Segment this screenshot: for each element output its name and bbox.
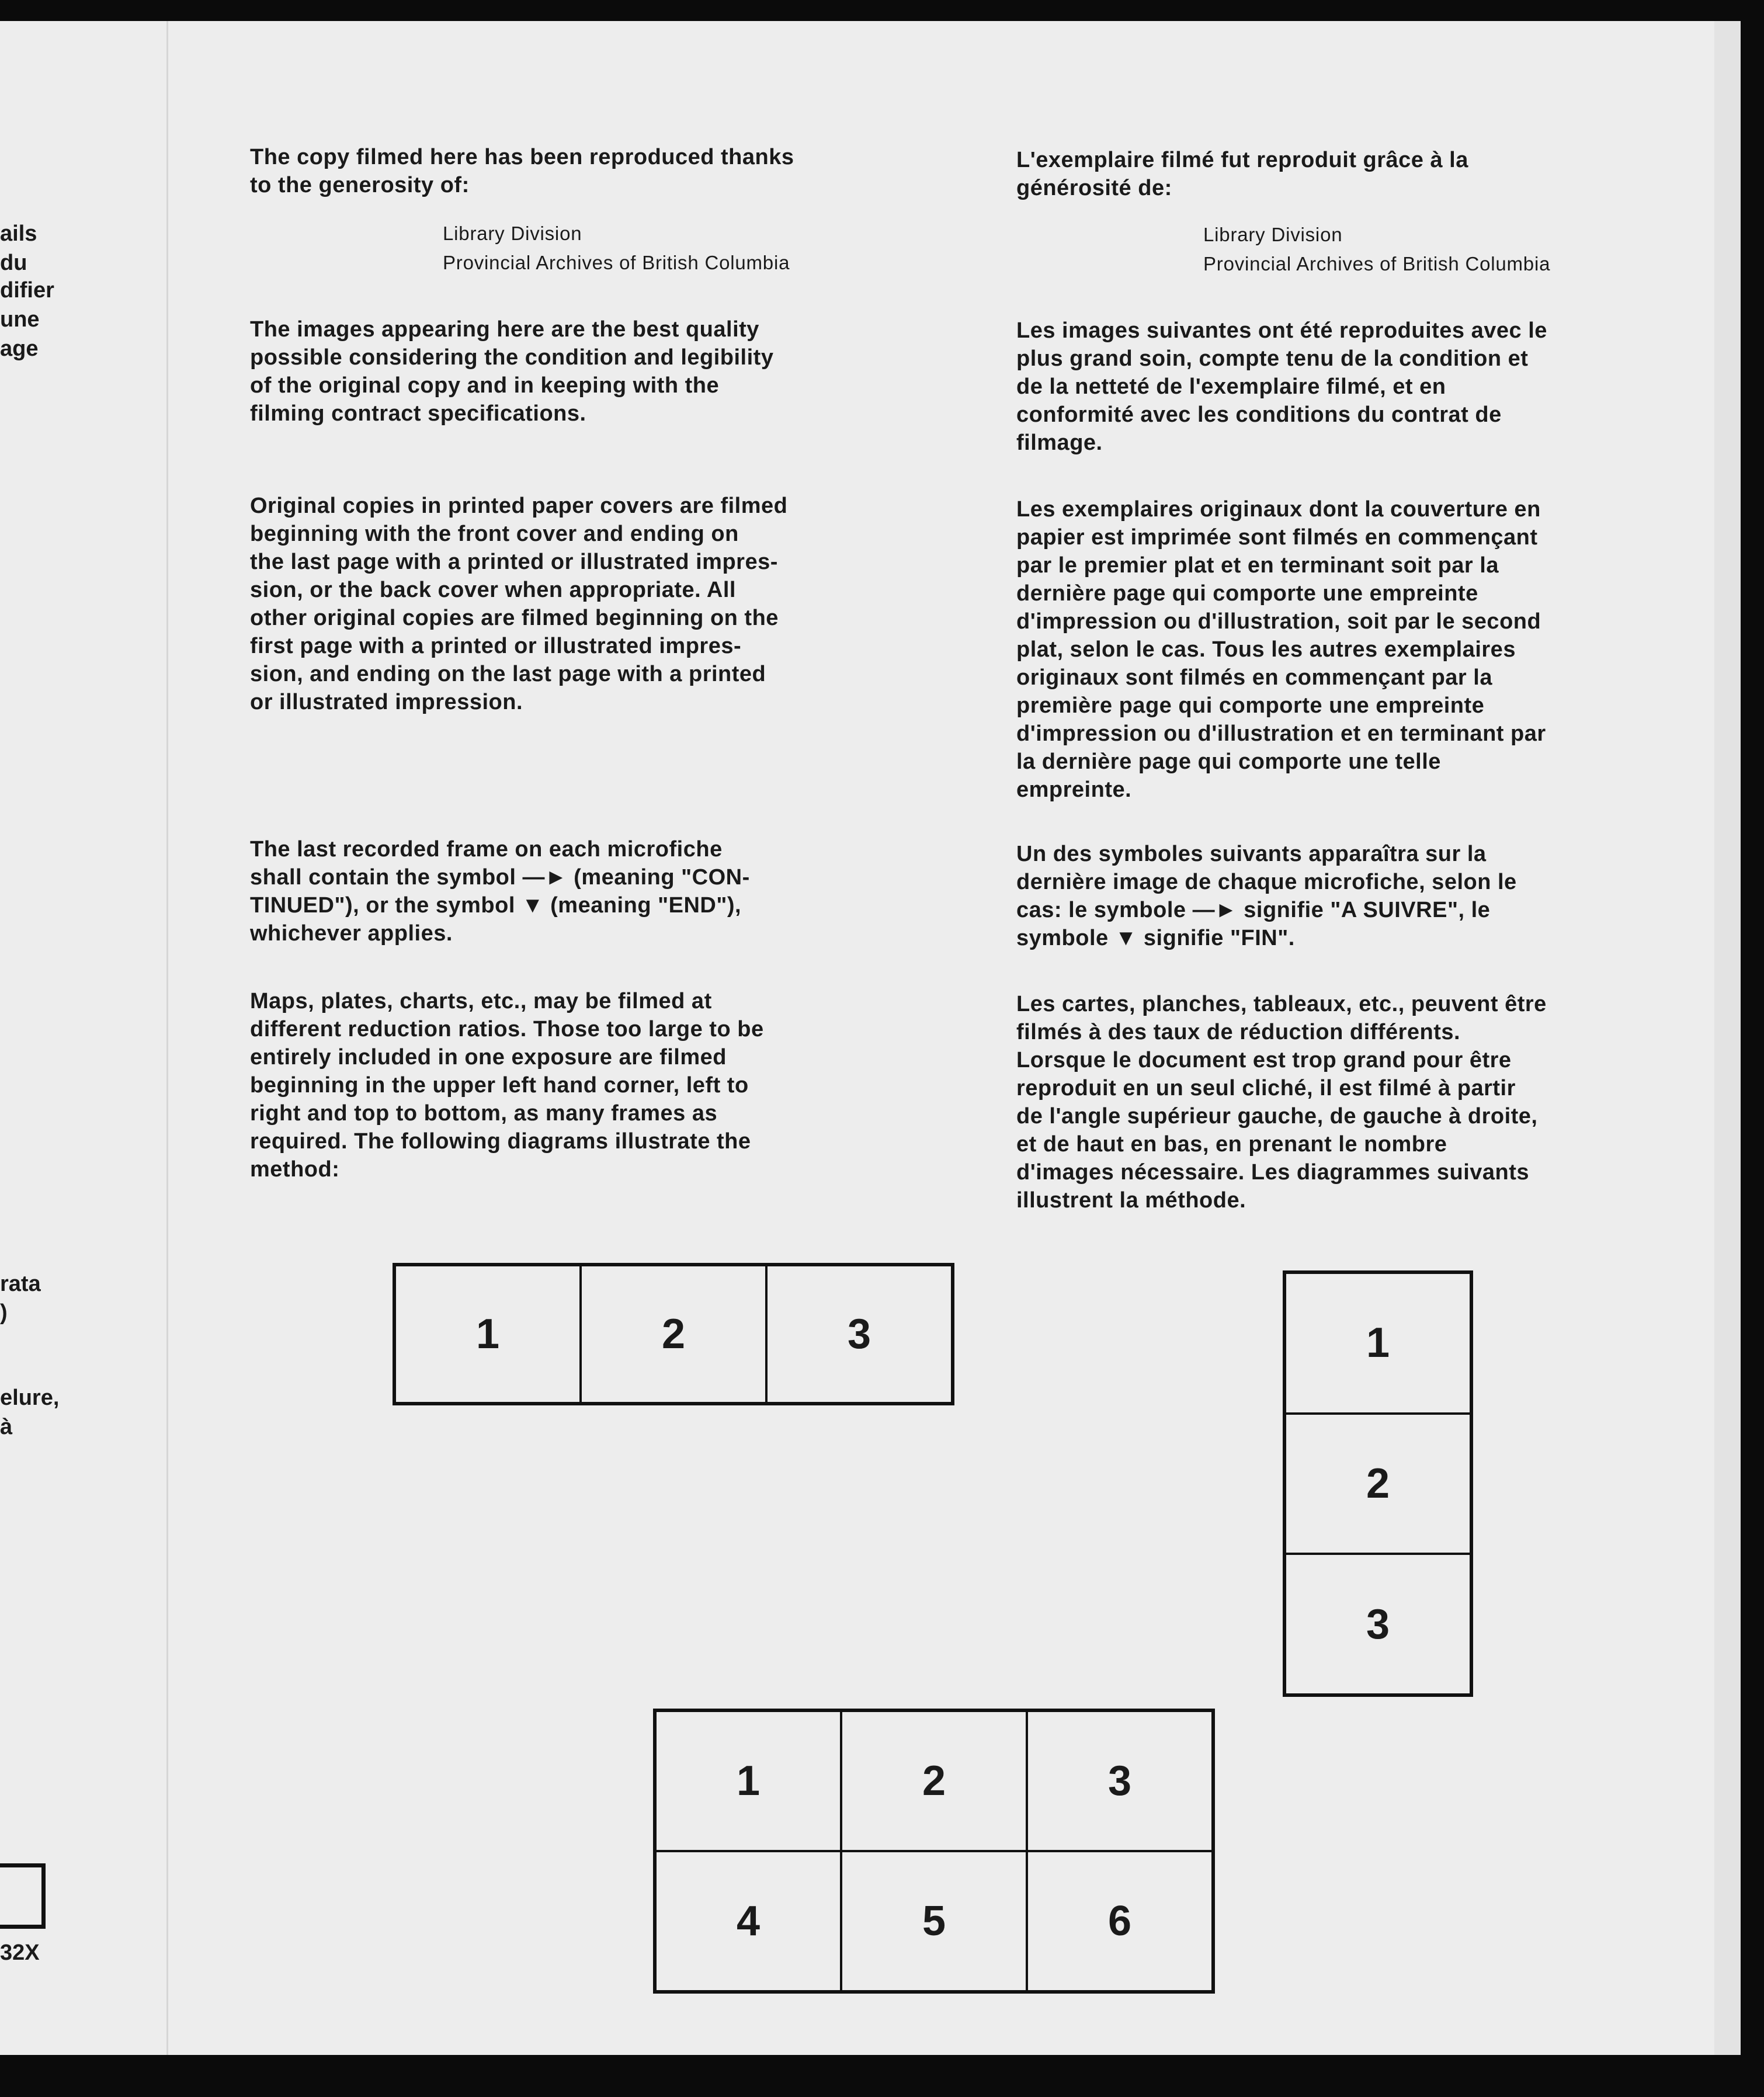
english-thanks: The copy filmed here has been reproduced thanks to the generosity of: <box>250 145 794 197</box>
french-symbols: Un des symboles suivants apparaîtra sur la dernière image de chaque microfiche, selon le cas: le symbole —► signifie "A SUIVRE", le symbole ▼ signifie "FIN". <box>1016 842 1517 950</box>
margin-fragment: elure, <box>0 1386 60 1410</box>
frame-cell: 2 <box>1285 1414 1471 1554</box>
continued-arrow-icon: —► <box>1192 898 1238 922</box>
english-symbols: The last recorded frame on each microfiche shall contain the symbol —► (meaning "CON- TINUED"), or the symbol ▼ (meaning "END"), whichever applies. <box>250 837 750 946</box>
frame-cell: 1 <box>1285 1273 1471 1414</box>
end-triangle-icon: ▼ <box>521 893 544 918</box>
frame-cell: 3 <box>1285 1554 1471 1695</box>
margin-box-fragment <box>0 1863 46 1929</box>
diagram-horizontal <box>393 1263 954 1405</box>
diagram-grid <box>653 1709 1215 1994</box>
margin-fragment: ails <box>0 221 37 246</box>
margin-fragment: age <box>0 336 39 361</box>
margin-fragment: rata <box>0 1272 41 1296</box>
english-maps: Maps, plates, charts, etc., may be filmed at different reduction ratios. Those too large to be entirely included in one exposure are filmed beginning in the upper left hand corner, left to right and top to bottom, as many frames as required. The following diagrams illustrate the method: <box>250 989 764 1182</box>
english-quality: The images appearing here are the best quality possible considering the condition and legibility of the original copy and in keeping with the filming contract specifications. <box>250 317 774 426</box>
margin-fragment: ) <box>0 1300 8 1325</box>
frame-cell: 1 <box>655 1711 841 1851</box>
margin-fragment: du <box>0 251 27 275</box>
frame-cell: 3 <box>1027 1711 1213 1851</box>
english-library: Library Division Provincial Archives of British Columbia <box>443 223 790 273</box>
frame-cell: 3 <box>766 1265 952 1403</box>
page-edge <box>1714 21 1741 2055</box>
french-thanks: L'exemplaire filmé fut reproduit grâce à la générosité de: <box>1016 148 1468 200</box>
continued-arrow-icon: —► <box>522 865 568 890</box>
frame-cell: 2 <box>841 1711 1027 1851</box>
gutter-line <box>166 21 168 2055</box>
frame-cell: 1 <box>395 1265 581 1403</box>
frame-cell: 2 <box>581 1265 766 1403</box>
french-covers: Les exemplaires originaux dont la couverture en papier est imprimée sont filmés en commençant par le premier plat et en terminant soit par la dernière page qui comporte une empreinte d'impression ou d'illustration, soit par le second plat, selon le cas. Tous les autres exemplaires originaux sont filmés en commençant par la première page qui comporte une empreinte d'impression ou d'illustration et en terminant par la dernière page qui comporte une telle empreinte. <box>1016 497 1546 802</box>
margin-fragment: difier <box>0 278 54 303</box>
diagram-vertical <box>1283 1270 1473 1697</box>
french-maps: Les cartes, planches, tableaux, etc., peuvent être filmés à des taux de réduction différents. Lorsque le document est trop grand pour être reproduit en un seul cliché, il est filmé à partir de l'angle supérieur gauche, de gauche à droite, et de haut en bas, en prenant le nombre d'images nécessaire. Les diagrammes suivants illustrent la méthode. <box>1016 992 1547 1213</box>
end-triangle-icon: ▼ <box>1114 926 1137 950</box>
french-library: Library Division Provincial Archives of British Columbia <box>1203 224 1551 275</box>
french-quality: Les images suivantes ont été reproduites avec le plus grand soin, compte tenu de la condition et de la netteté de l'exemplaire filmé, et en conformité avec les conditions du contrat de filmage. <box>1016 318 1547 455</box>
frame-cell: 5 <box>841 1851 1027 1991</box>
margin-fragment: 32X <box>0 1940 40 1965</box>
margin-fragment: à <box>0 1415 13 1439</box>
english-covers: Original copies in printed paper covers are filmed beginning with the front cover and ending on the last page with a printed or illustrated impres- sion, or the back cover when appropriate. All other original copies are filmed beginning on the first page with a printed or illustrated impres- sion, and ending on the last page with a printed or illustrated impression. <box>250 494 788 714</box>
margin-fragment: une <box>0 307 40 332</box>
frame-cell: 6 <box>1027 1851 1213 1991</box>
frame-cell: 4 <box>655 1851 841 1991</box>
